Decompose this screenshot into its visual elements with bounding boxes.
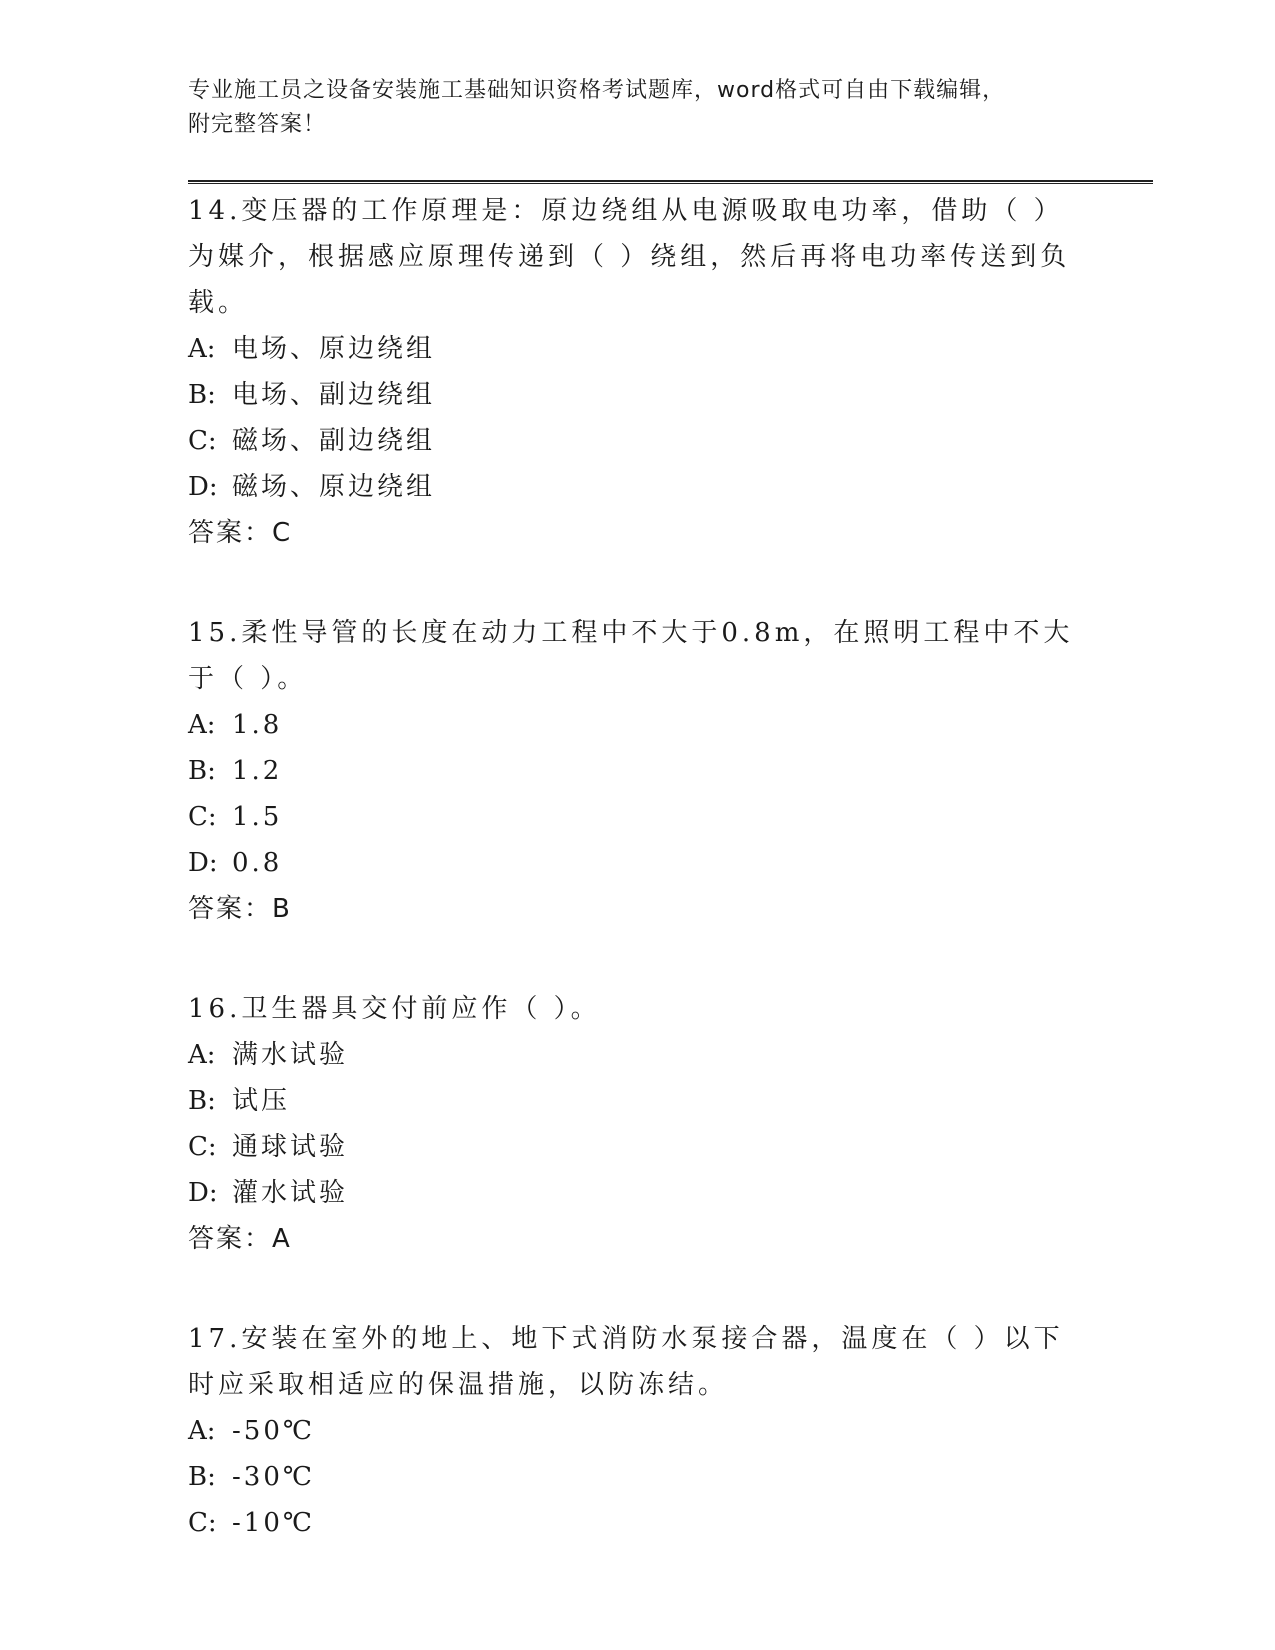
- option-text: 满水试验: [232, 1040, 349, 1070]
- option-key: D:: [188, 848, 218, 878]
- option-c: [188, 794, 1088, 840]
- question-stem: 15.柔性导管的长度在动力工程中不大于0.8m，在照明工程中不大于（ ）。: [188, 618, 1074, 694]
- answer: 答案：A: [188, 1224, 292, 1254]
- option-text: -50℃: [232, 1416, 315, 1446]
- header-line-1: 专业施工员之设备安装施工基础知识资格考试题库，word格式可自由下载编辑，: [188, 78, 1006, 103]
- option-text: 电场、副边绕组: [232, 380, 436, 410]
- option-a: [188, 1032, 1088, 1078]
- option-b: [188, 748, 1088, 794]
- header-line-2: 附完整答案！: [188, 112, 327, 137]
- answer: 答案：B: [188, 894, 292, 924]
- option-a: [188, 326, 1088, 372]
- option-key: B:: [188, 380, 216, 410]
- option-text: 试压: [232, 1086, 291, 1116]
- question-17: [188, 1316, 1088, 1546]
- question-stem: 17.安装在室外的地上、地下式消防水泵接合器，温度在（ ）以下时应采取相适应的保温措施，以防冻结。: [188, 1324, 1064, 1400]
- option-key: C:: [188, 426, 217, 456]
- option-key: D:: [188, 1178, 218, 1208]
- question-stem: 16.卫生器具交付前应作（ ）。: [188, 994, 601, 1024]
- option-key: B:: [188, 1462, 216, 1492]
- question-15: [188, 610, 1088, 932]
- option-text: 1.2: [232, 756, 283, 786]
- option-b: [188, 372, 1088, 418]
- option-text: 灌水试验: [232, 1178, 349, 1208]
- option-d: [188, 840, 1088, 886]
- question-stem: 14.变压器的工作原理是：原边绕组从电源吸取电功率，借助（ ）为媒介，根据感应原理传递到（ ）绕组，然后再将电功率传送到负载。: [188, 196, 1071, 318]
- header-divider: [188, 180, 1153, 184]
- option-d: [188, 1170, 1088, 1216]
- option-key: C:: [188, 1508, 217, 1538]
- question-16: [188, 986, 1088, 1262]
- option-c: [188, 1500, 1088, 1546]
- question-list: [188, 188, 1088, 1600]
- option-text: 通球试验: [232, 1132, 349, 1162]
- option-text: 磁场、原边绕组: [232, 472, 436, 502]
- option-text: 磁场、副边绕组: [232, 426, 436, 456]
- option-key: A:: [188, 710, 216, 740]
- option-b: [188, 1454, 1088, 1500]
- option-key: D:: [188, 472, 218, 502]
- option-text: -10℃: [232, 1508, 315, 1538]
- option-a: [188, 702, 1088, 748]
- option-key: A:: [188, 1416, 216, 1446]
- option-text: 1.8: [232, 710, 283, 740]
- option-text: -30℃: [232, 1462, 315, 1492]
- option-text: 0.8: [232, 848, 283, 878]
- option-key: C:: [188, 1132, 217, 1162]
- option-text: 1.5: [232, 802, 283, 832]
- option-key: A:: [188, 334, 216, 364]
- option-b: [188, 1078, 1088, 1124]
- option-c: [188, 1124, 1088, 1170]
- question-14: [188, 188, 1088, 556]
- option-d: [188, 464, 1088, 510]
- option-key: B:: [188, 756, 216, 786]
- option-text: 电场、原边绕组: [232, 334, 436, 364]
- option-a: [188, 1408, 1088, 1454]
- option-key: A:: [188, 1040, 216, 1070]
- option-c: [188, 418, 1088, 464]
- answer: 答案：C: [188, 518, 293, 548]
- document-header: [188, 74, 1068, 142]
- option-key: B:: [188, 1086, 216, 1116]
- option-key: C:: [188, 802, 217, 832]
